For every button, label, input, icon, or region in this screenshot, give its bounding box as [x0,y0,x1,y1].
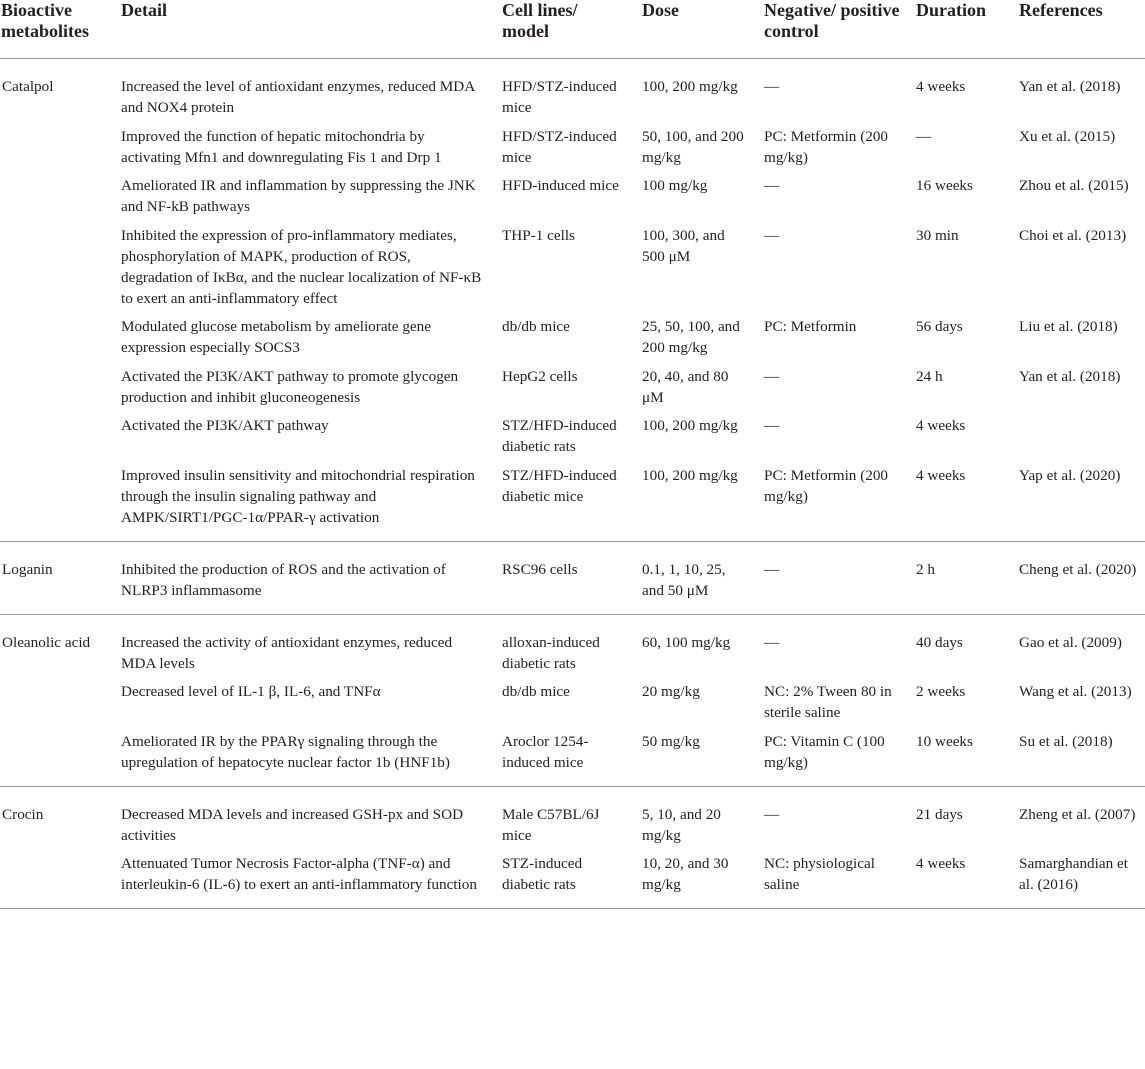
header-row [0,0,1145,59]
control-cell: NC: physiological saline [754,848,906,909]
table-row [0,220,1145,312]
duration-cell: 4 weeks [916,417,966,434]
metabolite-cell: Crocin [2,805,44,823]
reference-cell [1009,410,1145,460]
dose-cell: 100, 200 mg/kg [642,417,738,434]
dose-cell: 60, 100 mg/kg [642,633,731,651]
reference-cell: Zheng et al. (2007) [1019,805,1136,823]
reference-cell: Samarghandian et al. (2016) [1009,848,1145,909]
reference-cell: Yan et al. (2018) [1019,367,1121,385]
reference-cell: Gao et al. (2009) [1019,633,1122,651]
model-cell: alloxan-induced diabetic rats [502,633,600,672]
metabolite-cell [0,311,111,361]
dose-cell: 100, 200 mg/kg [642,78,738,95]
reference-cell: Cheng et al. (2020) [1009,541,1145,614]
duration-cell: — [916,127,932,145]
table-row [0,786,1145,848]
dose-cell: 100, 200 mg/kg [632,460,754,542]
duration-cell: 16 weeks [916,177,973,194]
detail-cell: Ameliorated IR and inflammation by suppressing the JNK and NF-kB pathways [121,177,476,215]
detail-cell: Increased the level of antioxidant enzymes, reduced MDA and NOX4 protein [121,78,475,116]
model-cell: HFD/STZ-induced mice [502,78,617,116]
metabolite-cell [0,460,111,542]
control-cell: — [764,226,780,244]
reference-cell: Yan et al. (2018) [1019,78,1121,95]
control-cell: — [764,177,780,194]
table-row [0,311,1145,361]
detail-cell: Decreased MDA levels and increased GSH-px and SOD activities [121,805,464,844]
detail-cell: Inhibited the expression of pro-inflammatory mediates, phosphorylation of MAPK, production of ROS, degradation of IκBα, and the nuclear localization of NF-κB to exert an anti-inflammatory effect [121,226,482,307]
table-row [0,121,1145,171]
metabolite-cell [0,361,111,411]
dose-cell: 20, 40, and 80 μM [642,367,729,406]
control-cell: PC: Vitamin C (100 mg/kg) [754,726,906,787]
duration-cell: 30 min [916,226,959,244]
model-cell: Male C57BL/6J mice [502,805,600,844]
table-body [0,59,1145,909]
dose-cell: 20 mg/kg [642,683,700,700]
detail-cell: Activated the PI3K/AKT pathway to promote glycogen production and inhibit gluconeogenesis [121,367,459,406]
dose-cell: 50, 100, and 200 mg/kg [642,127,744,166]
header-dose: Dose [632,0,754,59]
reference-cell: Xu et al. (2015) [1019,127,1116,145]
metabolite-cell: Oleanolic acid [2,633,91,651]
table-row [0,410,1145,460]
control-cell: PC: Metformin [764,318,857,335]
header-duration: Duration [906,0,1009,59]
reference-cell: Yap et al. (2020) [1009,460,1145,542]
metabolite-cell [0,848,111,909]
model-cell: RSC96 cells [492,541,632,614]
dose-cell: 5, 10, and 20 mg/kg [642,805,721,844]
model-cell: STZ-induced diabetic rats [492,848,632,909]
header-control: Negative/ positive control [754,0,906,59]
control-cell: PC: Metformin (200 mg/kg) [764,127,889,166]
control-cell: — [764,78,780,95]
metabolite-cell [0,676,111,726]
table-row [0,541,1145,614]
duration-cell: 21 days [916,805,963,823]
table-row [0,170,1145,220]
metabolite-cell [0,410,111,460]
detail-cell: Inhibited the production of ROS and the activation of NLRP3 inflammasome [111,541,492,614]
model-cell: STZ/HFD-induced diabetic mice [492,460,632,542]
metabolite-cell: Catalpol [2,78,54,95]
metabolite-cell [0,220,111,312]
detail-cell: Attenuated Tumor Necrosis Factor-alpha (TNF-α) and interleukin-6 (IL-6) to exert an anti-inflammatory function [111,848,492,909]
reference-cell: Wang et al. (2013) [1019,683,1132,700]
model-cell: Aroclor 1254-induced mice [492,726,632,787]
table-row [0,361,1145,411]
duration-cell: 4 weeks [906,460,1009,542]
dose-cell: 25, 50, 100, and 200 mg/kg [642,318,740,356]
control-cell: NC: 2% Tween 80 in sterile saline [764,683,892,721]
metabolite-cell [0,121,111,171]
reference-cell: Su et al. (2018) [1009,726,1145,787]
detail-cell: Activated the PI3K/AKT pathway [121,417,329,434]
metabolite-cell: Loganin [0,541,111,614]
table-row [0,614,1145,676]
duration-cell: 56 days [916,318,963,335]
dose-cell: 100, 300, and 500 μM [642,226,725,265]
dose-cell: 50 mg/kg [632,726,754,787]
model-cell: STZ/HFD-induced diabetic rats [502,417,617,455]
detail-cell: Increased the activity of antioxidant enzymes, reduced MDA levels [121,633,453,672]
duration-cell: 2 weeks [916,683,966,700]
table-row [0,59,1145,121]
control-cell: — [764,367,780,385]
table-row [0,726,1145,787]
detail-cell: Decreased level of IL-1 β, IL-6, and TNFα [121,683,381,700]
dose-cell: 10, 20, and 30 mg/kg [632,848,754,909]
model-cell: HFD/STZ-induced mice [502,127,617,166]
control-cell: — [764,417,780,434]
header-references: References [1009,0,1145,59]
duration-cell: 10 weeks [906,726,1009,787]
control-cell: — [764,805,780,823]
reference-cell: Choi et al. (2013) [1019,226,1127,244]
reference-cell: Zhou et al. (2015) [1019,177,1129,194]
control-cell: — [764,633,780,651]
model-cell: HepG2 cells [502,367,578,385]
reference-cell: Liu et al. (2018) [1019,318,1118,335]
model-cell: db/db mice [502,318,570,335]
dose-cell: 0.1, 1, 10, 25, and 50 μM [632,541,754,614]
header-metabolites: Bioactive metabolites [0,0,111,59]
table-row [0,848,1145,909]
model-cell: HFD-induced mice [502,177,619,194]
duration-cell: 40 days [916,633,963,651]
detail-cell: Improved the function of hepatic mitochondria by activating Mfn1 and downregulating Fis 1 and Drp 1 [121,127,442,166]
model-cell: db/db mice [502,683,570,700]
table-row [0,460,1145,542]
control-cell: PC: Metformin (200 mg/kg) [754,460,906,542]
duration-cell: 24 h [916,367,943,385]
header-cell-lines: Cell lines/ model [492,0,632,59]
metabolite-cell [0,726,111,787]
duration-cell: 4 weeks [916,78,966,95]
detail-cell: Ameliorated IR by the PPARγ signaling through the upregulation of hepatocyte nuclear factor 1b (HNF1b) [111,726,492,787]
duration-cell: 2 h [906,541,1009,614]
header-detail: Detail [111,0,492,59]
dose-cell: 100 mg/kg [642,177,708,194]
control-cell: — [754,541,906,614]
detail-cell: Modulated glucose metabolism by ameliorate gene expression especially SOCS3 [121,318,431,356]
table-row [0,676,1145,726]
model-cell: THP-1 cells [502,226,575,244]
duration-cell: 4 weeks [906,848,1009,909]
metabolite-cell [0,170,111,220]
detail-cell: Improved insulin sensitivity and mitochondrial respiration through the insulin signaling pathway and AMPK/SIRT1/PGC-1α/PPAR-γ activation [111,460,492,542]
